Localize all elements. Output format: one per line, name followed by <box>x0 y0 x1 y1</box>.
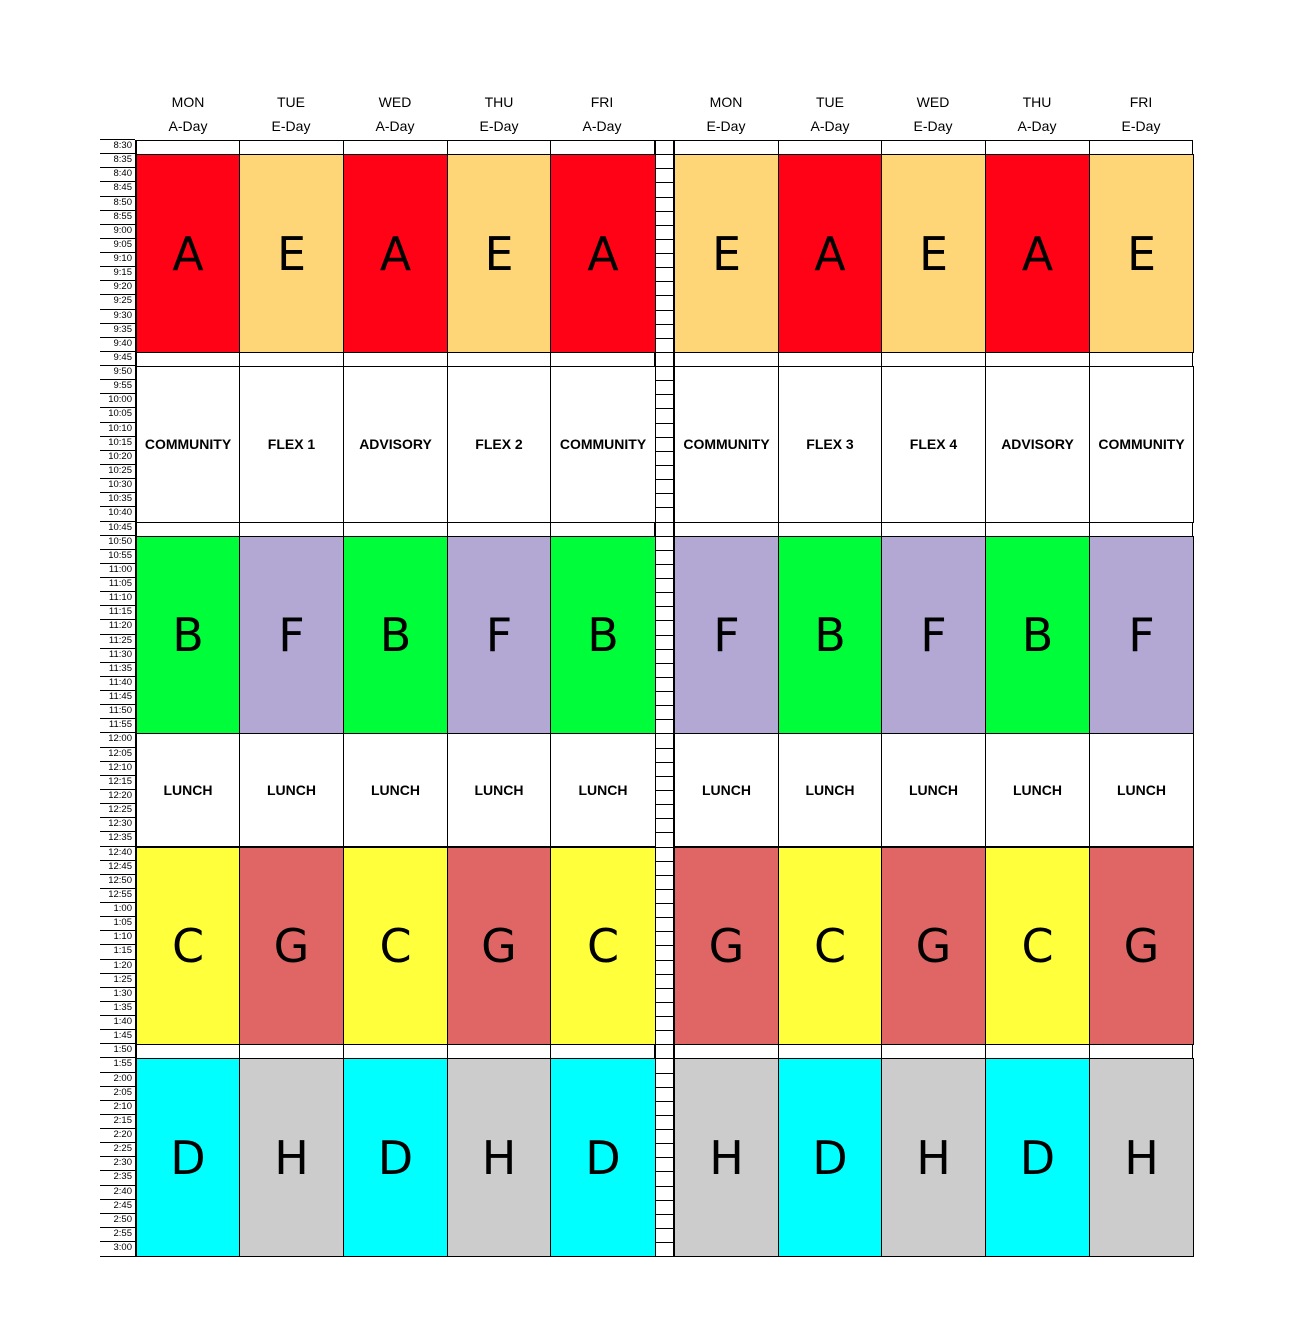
time-label: 10:55 <box>100 549 135 563</box>
separator-tick <box>655 154 674 155</box>
separator-tick <box>655 974 674 975</box>
gap-cell <box>674 1044 779 1059</box>
gap-cell <box>239 1044 344 1059</box>
separator-tick <box>655 733 674 734</box>
day-header: MON <box>709 94 743 110</box>
time-label: 11:00 <box>100 563 135 577</box>
separator-tick <box>655 917 674 918</box>
time-label: 2:00 <box>100 1072 135 1086</box>
day-type-label: E-Day <box>271 118 311 134</box>
day-type-label: A-Day <box>810 118 850 134</box>
time-label: 9:05 <box>100 238 135 252</box>
lunch-block: LUNCH <box>136 733 240 847</box>
separator-tick <box>655 818 674 819</box>
separator-tick <box>655 649 674 650</box>
time-label: 8:40 <box>100 167 135 181</box>
gap-cell <box>447 522 551 537</box>
gap-cell <box>1089 522 1193 537</box>
separator-tick <box>655 451 674 452</box>
separator-tick <box>655 479 674 480</box>
time-label: 10:35 <box>100 492 135 506</box>
lunch-block: LUNCH <box>881 733 986 847</box>
separator-tick <box>655 1214 674 1215</box>
lunch-block: LUNCH <box>239 733 344 847</box>
separator-tick <box>655 338 674 339</box>
separator-tick <box>655 1129 674 1130</box>
separator-tick <box>655 762 674 763</box>
period-block: A <box>343 154 448 353</box>
separator-tick <box>655 394 674 395</box>
time-label: 12:25 <box>100 803 135 817</box>
gap-cell <box>778 352 882 367</box>
separator-tick <box>655 1256 674 1257</box>
separator-tick <box>655 310 674 311</box>
separator-tick <box>655 719 674 720</box>
separator-tick <box>655 988 674 989</box>
separator-tick <box>655 663 674 664</box>
separator-tick <box>655 211 674 212</box>
day-type-label: A-Day <box>1017 118 1057 134</box>
separator-tick <box>655 550 674 551</box>
time-label: 11:05 <box>100 577 135 591</box>
gap-cell <box>343 140 448 155</box>
activity-block: FLEX 1 <box>239 366 344 522</box>
day-type-label: A-Day <box>375 118 415 134</box>
time-label: 8:50 <box>100 196 135 210</box>
gap-cell <box>985 522 1090 537</box>
separator-tick <box>655 1016 674 1017</box>
separator-tick <box>655 1157 674 1158</box>
separator-tick <box>655 253 674 254</box>
time-label: 2:50 <box>100 1213 135 1227</box>
time-label: 2:30 <box>100 1156 135 1170</box>
gap-cell <box>881 522 986 537</box>
time-label: 1:50 <box>100 1043 135 1057</box>
time-label: 2:25 <box>100 1142 135 1156</box>
gap-cell <box>447 352 551 367</box>
separator-tick <box>655 945 674 946</box>
separator-tick <box>655 1186 674 1187</box>
period-block: F <box>239 536 344 735</box>
separator-tick <box>655 578 674 579</box>
gap-cell <box>1089 1044 1193 1059</box>
time-label: 11:45 <box>100 690 135 704</box>
period-block: D <box>985 1058 1090 1257</box>
period-block: E <box>881 154 986 353</box>
period-block: E <box>1089 154 1194 353</box>
time-label: 11:35 <box>100 662 135 676</box>
gap-cell <box>985 140 1090 155</box>
separator-tick <box>655 465 674 466</box>
time-label: 12:50 <box>100 874 135 888</box>
period-block: G <box>239 847 344 1046</box>
time-label: 2:05 <box>100 1086 135 1100</box>
time-label: 9:50 <box>100 365 135 379</box>
time-label: 9:15 <box>100 266 135 280</box>
lunch-block: LUNCH <box>1089 733 1194 847</box>
period-block: E <box>239 154 344 353</box>
separator-tick <box>655 1030 674 1031</box>
period-block: C <box>550 847 656 1046</box>
time-label: 11:25 <box>100 634 135 648</box>
period-block: G <box>1089 847 1194 1046</box>
separator-tick <box>655 1002 674 1003</box>
day-header: WED <box>916 94 950 110</box>
time-label: 1:10 <box>100 930 135 944</box>
gap-cell <box>343 352 448 367</box>
lunch-block: LUNCH <box>447 733 551 847</box>
gap-cell <box>674 352 779 367</box>
separator-tick <box>655 225 674 226</box>
time-label: 2:40 <box>100 1185 135 1199</box>
time-label: 12:20 <box>100 789 135 803</box>
time-label: 2:45 <box>100 1199 135 1213</box>
separator-tick <box>655 1115 674 1116</box>
day-header: MON <box>171 94 205 110</box>
time-label: 9:35 <box>100 323 135 337</box>
separator-tick <box>655 903 674 904</box>
period-block: F <box>674 536 779 735</box>
gap-cell <box>881 352 986 367</box>
period-block: F <box>447 536 551 735</box>
period-block: B <box>550 536 656 735</box>
time-label: 11:15 <box>100 605 135 619</box>
activity-block: ADVISORY <box>343 366 448 522</box>
time-label: 2:55 <box>100 1227 135 1241</box>
gap-cell <box>136 140 240 155</box>
activity-block: COMMUNITY <box>1089 366 1194 522</box>
time-label: 11:10 <box>100 591 135 605</box>
period-block: G <box>674 847 779 1046</box>
separator-tick <box>655 1200 674 1201</box>
separator-tick <box>655 522 674 523</box>
period-block: H <box>239 1058 344 1257</box>
separator-tick <box>655 620 674 621</box>
separator-tick <box>655 324 674 325</box>
period-block: B <box>136 536 240 735</box>
lunch-block: LUNCH <box>674 733 779 847</box>
time-label: 9:30 <box>100 309 135 323</box>
time-label: 11:50 <box>100 704 135 718</box>
time-label: 12:35 <box>100 831 135 845</box>
separator-tick <box>655 437 674 438</box>
time-label: 2:15 <box>100 1114 135 1128</box>
gap-cell <box>136 352 240 367</box>
separator-tick <box>655 1101 674 1102</box>
day-header: FRI <box>590 94 614 110</box>
separator-tick <box>655 1058 674 1059</box>
separator-tick <box>655 140 674 141</box>
separator-tick <box>655 408 674 409</box>
time-label: 8:45 <box>100 181 135 195</box>
separator-tick <box>655 564 674 565</box>
period-block: G <box>447 847 551 1046</box>
period-block: D <box>136 1058 240 1257</box>
day-header: WED <box>378 94 412 110</box>
period-block: C <box>136 847 240 1046</box>
gap-cell <box>239 522 344 537</box>
separator-tick <box>655 635 674 636</box>
separator-tick <box>655 380 674 381</box>
gap-cell <box>778 522 882 537</box>
time-label: 1:40 <box>100 1015 135 1029</box>
time-label: 12:05 <box>100 747 135 761</box>
gap-cell <box>343 1044 448 1059</box>
separator-tick <box>655 1073 674 1074</box>
day-type-label: A-Day <box>168 118 208 134</box>
time-label: 2:20 <box>100 1128 135 1142</box>
gap-cell <box>778 140 882 155</box>
period-block: D <box>343 1058 448 1257</box>
separator-tick <box>655 861 674 862</box>
gap-cell <box>550 522 655 537</box>
period-block: E <box>674 154 779 353</box>
gap-cell <box>447 140 551 155</box>
time-label: 10:40 <box>100 506 135 520</box>
separator-tick <box>655 677 674 678</box>
separator-tick <box>655 267 674 268</box>
day-type-label: E-Day <box>1121 118 1161 134</box>
separator-tick <box>655 790 674 791</box>
gap-cell <box>239 352 344 367</box>
period-block: B <box>343 536 448 735</box>
time-label: 12:10 <box>100 761 135 775</box>
time-label: 9:10 <box>100 252 135 266</box>
separator-tick <box>655 889 674 890</box>
day-header: TUE <box>277 94 305 110</box>
time-label: 11:40 <box>100 676 135 690</box>
gap-cell <box>1089 140 1193 155</box>
separator-tick <box>655 875 674 876</box>
period-block: B <box>778 536 882 735</box>
gap-cell <box>447 1044 551 1059</box>
time-label: 12:45 <box>100 860 135 874</box>
period-block: H <box>447 1058 551 1257</box>
separator-tick <box>655 748 674 749</box>
activity-block: FLEX 3 <box>778 366 882 522</box>
separator-tick <box>655 295 674 296</box>
period-block: E <box>447 154 551 353</box>
time-label: 9:00 <box>100 224 135 238</box>
time-label: 1:05 <box>100 916 135 930</box>
time-column-bottom <box>100 1256 136 1257</box>
time-label: 9:40 <box>100 337 135 351</box>
time-label: 12:30 <box>100 817 135 831</box>
separator-tick <box>655 168 674 169</box>
lunch-block: LUNCH <box>985 733 1090 847</box>
gap-cell <box>1089 352 1193 367</box>
day-header: THU <box>484 94 514 110</box>
time-label: 12:40 <box>100 846 135 860</box>
separator-tick <box>655 1228 674 1229</box>
time-label: 10:45 <box>100 521 135 535</box>
time-label: 10:50 <box>100 535 135 549</box>
time-label: 1:55 <box>100 1057 135 1071</box>
activity-block: COMMUNITY <box>674 366 779 522</box>
time-label: 1:35 <box>100 1001 135 1015</box>
time-label: 12:15 <box>100 775 135 789</box>
gap-cell <box>136 1044 240 1059</box>
separator-tick <box>655 536 674 537</box>
separator-tick <box>655 1087 674 1088</box>
time-label: 8:35 <box>100 153 135 167</box>
separator-tick <box>655 507 674 508</box>
separator-tick <box>655 1242 674 1243</box>
gap-cell <box>674 522 779 537</box>
period-block: H <box>674 1058 779 1257</box>
separator-tick <box>655 423 674 424</box>
period-block: F <box>881 536 986 735</box>
period-block: D <box>550 1058 656 1257</box>
activity-block: FLEX 2 <box>447 366 551 522</box>
separator-tick <box>655 239 674 240</box>
separator-tick <box>655 352 674 353</box>
separator-tick <box>655 960 674 961</box>
day-header: THU <box>1022 94 1052 110</box>
period-block: D <box>778 1058 882 1257</box>
separator-tick <box>655 1171 674 1172</box>
time-label: 1:20 <box>100 959 135 973</box>
time-label: 12:00 <box>100 732 135 746</box>
gap-cell <box>136 522 240 537</box>
separator-tick <box>655 1044 674 1045</box>
period-block: H <box>881 1058 986 1257</box>
time-label: 11:20 <box>100 619 135 633</box>
time-label: 8:55 <box>100 210 135 224</box>
time-label: 2:35 <box>100 1170 135 1184</box>
time-label: 1:00 <box>100 902 135 916</box>
gap-cell <box>550 1044 655 1059</box>
gap-cell <box>881 1044 986 1059</box>
period-block: B <box>985 536 1090 735</box>
time-label: 1:45 <box>100 1029 135 1043</box>
period-block: A <box>136 154 240 353</box>
time-label: 10:05 <box>100 407 135 421</box>
time-label: 10:10 <box>100 422 135 436</box>
time-label: 10:00 <box>100 393 135 407</box>
day-type-label: E-Day <box>706 118 746 134</box>
activity-block: FLEX 4 <box>881 366 986 522</box>
time-label: 1:25 <box>100 973 135 987</box>
time-label: 2:10 <box>100 1100 135 1114</box>
period-block: A <box>778 154 882 353</box>
lunch-block: LUNCH <box>343 733 448 847</box>
lunch-block: LUNCH <box>550 733 656 847</box>
gap-cell <box>985 352 1090 367</box>
separator-tick <box>655 691 674 692</box>
time-label: 3:00 <box>100 1241 135 1255</box>
gap-cell <box>985 1044 1090 1059</box>
time-label: 10:25 <box>100 464 135 478</box>
separator-tick <box>655 776 674 777</box>
day-header: FRI <box>1129 94 1153 110</box>
gap-cell <box>778 1044 882 1059</box>
separator-tick <box>655 804 674 805</box>
time-label: 9:45 <box>100 351 135 365</box>
time-label: 9:25 <box>100 294 135 308</box>
day-type-label: E-Day <box>479 118 519 134</box>
day-header: TUE <box>816 94 844 110</box>
time-label: 1:15 <box>100 944 135 958</box>
gap-cell <box>239 140 344 155</box>
time-label: 8:30 <box>100 139 135 153</box>
time-label: 11:30 <box>100 648 135 662</box>
time-label: 10:30 <box>100 478 135 492</box>
time-label: 11:55 <box>100 718 135 732</box>
separator-tick <box>655 366 674 367</box>
separator-tick <box>655 705 674 706</box>
time-label: 9:20 <box>100 280 135 294</box>
time-label: 1:30 <box>100 987 135 1001</box>
separator-tick <box>655 197 674 198</box>
day-type-label: A-Day <box>582 118 622 134</box>
period-block: A <box>985 154 1090 353</box>
gap-cell <box>550 352 655 367</box>
time-label: 9:55 <box>100 379 135 393</box>
gap-cell <box>881 140 986 155</box>
period-block: A <box>550 154 656 353</box>
gap-cell <box>674 140 779 155</box>
separator-tick <box>655 832 674 833</box>
activity-block: ADVISORY <box>985 366 1090 522</box>
separator-tick <box>655 493 674 494</box>
separator-tick <box>655 592 674 593</box>
gap-cell <box>343 522 448 537</box>
period-block: C <box>778 847 882 1046</box>
separator-tick <box>655 606 674 607</box>
separator-tick <box>655 281 674 282</box>
lunch-block: LUNCH <box>778 733 882 847</box>
time-label: 10:20 <box>100 450 135 464</box>
period-block: C <box>985 847 1090 1046</box>
period-block: H <box>1089 1058 1194 1257</box>
separator-tick <box>655 182 674 183</box>
activity-block: COMMUNITY <box>136 366 240 522</box>
period-block: F <box>1089 536 1194 735</box>
time-label: 12:55 <box>100 888 135 902</box>
gap-cell <box>550 140 655 155</box>
period-block: C <box>343 847 448 1046</box>
activity-block: COMMUNITY <box>550 366 656 522</box>
period-block: G <box>881 847 986 1046</box>
separator-tick <box>655 931 674 932</box>
separator-tick <box>655 847 674 848</box>
separator-tick <box>655 1143 674 1144</box>
day-type-label: E-Day <box>913 118 953 134</box>
time-label: 10:15 <box>100 436 135 450</box>
